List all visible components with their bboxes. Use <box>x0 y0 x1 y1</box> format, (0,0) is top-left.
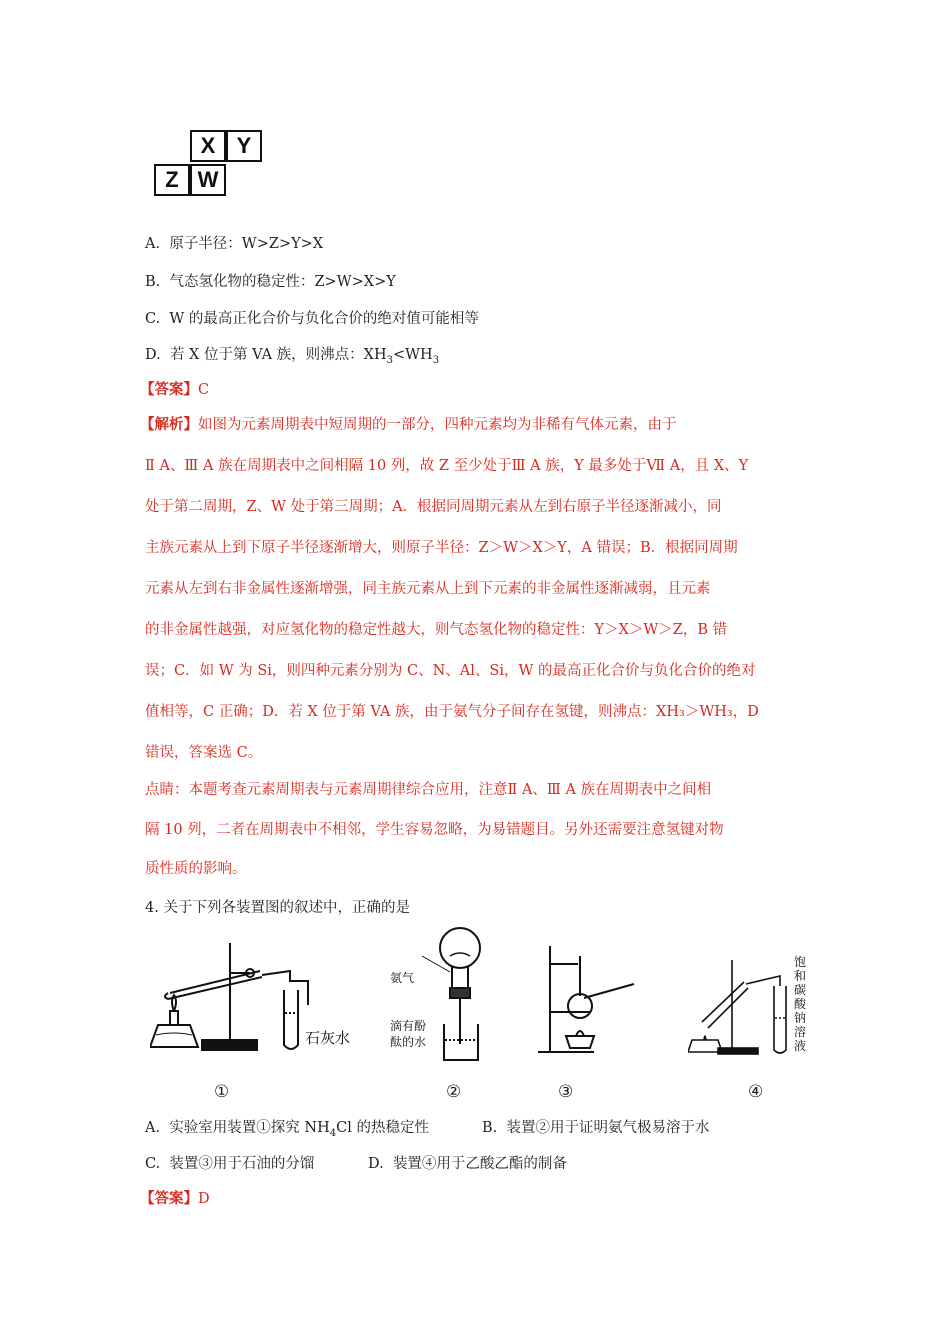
na2co3-label-3: 酸 <box>794 997 807 1011</box>
cell-w: W <box>190 164 226 196</box>
analysis-line-4: 元素从左到右非金属性逐渐增强，同主族元素从上到下元素的非金属性逐渐减弱，且元素 <box>145 581 711 597</box>
analysis-line-3: 主族元素从上到下原子半径逐渐增大，则原子半径：Z＞W＞X＞Y，A 错误；B．根据同周期 <box>145 540 738 556</box>
analysis-line-0: 【解析】如图为元素周期表中短周期的一部分，四种元素均为非稀有气体元素，由于 <box>140 416 677 433</box>
na2co3-label-0: 饱 <box>794 955 807 969</box>
tip-line-0: 点睛：本题考查元素周期表与元素周期律综合应用，注意Ⅱ A、Ⅲ A 族在周期表中之间相 <box>145 782 712 798</box>
option-a: A. 原子半径：W>Z>Y>X <box>145 236 324 252</box>
figure-number-3: ③ <box>558 1082 574 1102</box>
phenol-water-label-1: 滴有酚 <box>390 1019 427 1033</box>
cell-z: Z <box>154 164 190 196</box>
figure-number-1: ① <box>214 1082 230 1102</box>
q4-option-b: B. 装置②用于证明氨气极易溶于水 <box>482 1120 710 1136</box>
analysis-line-5: 的非金属性越强，对应氢化物的稳定性越大，则气态氢化物的稳定性：Y＞X＞W＞Z，B 错 <box>145 622 728 638</box>
analysis-line-7: 值相等，C 正确；D．若 X 位于第 VA 族，由于氨气分子间存在氢键，则沸点：XH₃＞WH₃，D <box>145 704 759 720</box>
phenol-water-label-2: 酞的水 <box>390 1035 427 1049</box>
limewater-label: 石灰水 <box>305 1029 351 1047</box>
option-c: C. W 的最高正化合价与负化合价的绝对值可能相等 <box>145 311 479 327</box>
apparatus-2-figure <box>388 926 498 1066</box>
na2co3-label-2: 碳 <box>794 983 807 997</box>
cell-y: Y <box>226 130 262 162</box>
analysis-line-2: 处于第二周期，Z、W 处于第三周期；A．根据同周期元素从左到右原子半径逐渐减小，同 <box>145 499 722 515</box>
apparatus-3-figure <box>530 936 640 1066</box>
figure-number-4: ④ <box>748 1082 764 1102</box>
tip-line-2: 质性质的影响。 <box>145 861 247 877</box>
ammonia-label: 氨气 <box>390 971 415 985</box>
na2co3-label-6: 液 <box>794 1039 807 1053</box>
periodic-table-fragment <box>147 130 272 200</box>
answer-3: 【答案】C <box>140 381 210 398</box>
question-4-stem: 4. 关于下列各装置图的叙述中，正确的是 <box>145 900 410 916</box>
analysis-line-6: 误；C．如 W 为 Si，则四种元素分别为 C、N、Al、Si，W 的最高正化合价与负化合价的绝对 <box>145 663 756 679</box>
q4-option-a: A. 实验室用装置①探究 $NH_4Cl$ 的热稳定性 <box>145 1120 429 1139</box>
na2co3-label-5: 溶 <box>794 1025 807 1039</box>
analysis-line-8: 错误，答案选 C。 <box>145 745 263 761</box>
na2co3-label-4: 钠 <box>794 1011 807 1025</box>
analysis-line-1: Ⅱ A、Ⅲ A 族在周期表中之间相隔 10 列，故 Z 至少处于Ⅲ A 族，Y 最多处于Ⅶ A，且 X、Y <box>145 458 749 474</box>
figure-number-2: ② <box>446 1082 462 1102</box>
na2co3-label-1: 和 <box>794 969 807 983</box>
apparatus-1-figure <box>150 935 365 1065</box>
q4-option-c: C. 装置③用于石油的分馏 <box>145 1156 315 1172</box>
q4-option-d: D. 装置④用于乙酸乙酯的制备 <box>368 1156 567 1172</box>
option-b: B. 气态氢化物的稳定性：Z>W>X>Y <box>145 274 396 290</box>
option-d: D. 若 X 位于第 VA 族，则沸点：$XH_3<WH_3$ <box>145 347 440 366</box>
cell-x: X <box>190 130 226 162</box>
answer-4: 【答案】D <box>140 1190 210 1207</box>
tip-line-1: 隔 10 列，二者在周期表中不相邻，学生容易忽略，为易错题目。另外还需要注意氢键对物 <box>145 822 724 838</box>
apparatus-4-figure <box>688 952 813 1062</box>
